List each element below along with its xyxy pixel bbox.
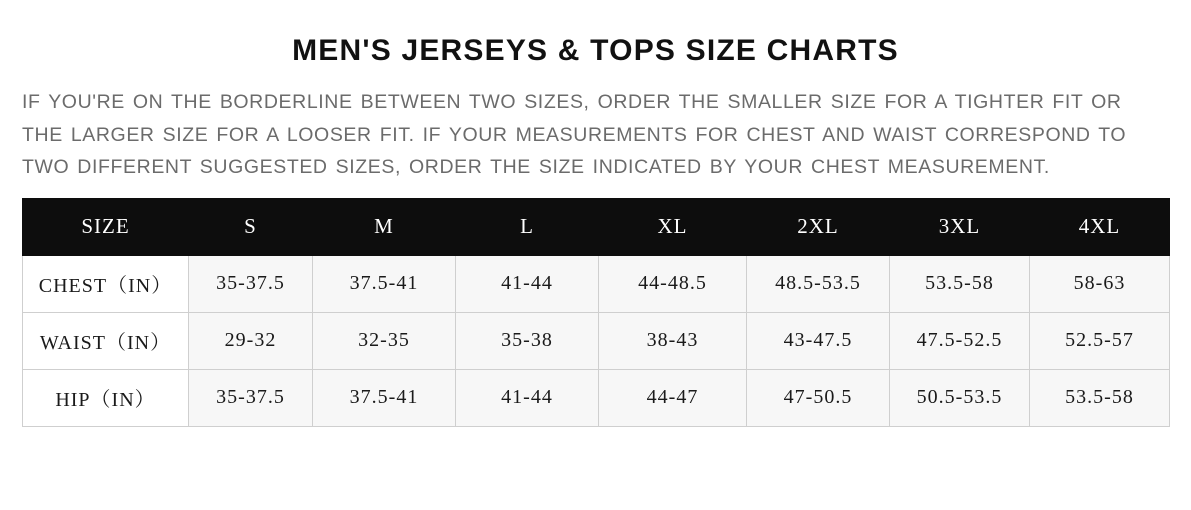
intro-paragraph: IF YOU'RE ON THE BORDERLINE BETWEEN TWO SIZES, ORDER THE SMALLER SIZE FOR A TIGHTER FIT OR THE LARGER SIZE FOR A LOOSER FIT. IF YOUR MEASUREMENTS FOR CHEST AND WAIST CORRESPOND TO TWO DIFFERENT SUGGESTED SIZES, ORDER THE SIZE INDICATED BY YOUR CHEST MEASUREMENT. <box>22 91 1127 179</box>
column-header-3xl: 3XL <box>890 198 1030 255</box>
cell-hip-l: 41-44 <box>456 369 599 426</box>
cell-waist-m: 32-35 <box>313 312 456 369</box>
cell-chest-s: 35-37.5 <box>189 255 313 312</box>
column-header-size: SIZE <box>23 198 189 255</box>
cell-chest-xl: 44-48.5 <box>599 255 747 312</box>
cell-chest-4xl: 58-63 <box>1030 255 1170 312</box>
row-label-chest: CHEST（IN） <box>23 255 189 312</box>
column-header-4xl: 4XL <box>1030 198 1170 255</box>
cell-hip-2xl: 47-50.5 <box>747 369 890 426</box>
column-header-xl: XL <box>599 198 747 255</box>
cell-hip-m: 37.5-41 <box>313 369 456 426</box>
column-header-m: M <box>313 198 456 255</box>
row-label-waist: WAIST（IN） <box>23 312 189 369</box>
page-title: MEN'S JERSEYS & TOPS SIZE CHARTS <box>292 34 899 67</box>
table-row <box>23 369 1170 426</box>
cell-waist-2xl: 43-47.5 <box>747 312 890 369</box>
cell-hip-3xl: 50.5-53.5 <box>890 369 1030 426</box>
cell-chest-l: 41-44 <box>456 255 599 312</box>
table-header-row <box>23 198 1170 255</box>
cell-waist-l: 35-38 <box>456 312 599 369</box>
table-row <box>23 255 1170 312</box>
table-row <box>23 312 1170 369</box>
cell-chest-3xl: 53.5-58 <box>890 255 1030 312</box>
cell-chest-2xl: 48.5-53.5 <box>747 255 890 312</box>
cell-waist-4xl: 52.5-57 <box>1030 312 1170 369</box>
column-header-2xl: 2XL <box>747 198 890 255</box>
cell-hip-s: 35-37.5 <box>189 369 313 426</box>
size-chart-table <box>22 198 1170 427</box>
row-label-hip: HIP（IN） <box>23 369 189 426</box>
cell-waist-xl: 38-43 <box>599 312 747 369</box>
cell-hip-xl: 44-47 <box>599 369 747 426</box>
cell-waist-3xl: 47.5-52.5 <box>890 312 1030 369</box>
cell-waist-s: 29-32 <box>189 312 313 369</box>
cell-hip-4xl: 53.5-58 <box>1030 369 1170 426</box>
column-header-l: L <box>456 198 599 255</box>
column-header-s: S <box>189 198 313 255</box>
cell-chest-m: 37.5-41 <box>313 255 456 312</box>
